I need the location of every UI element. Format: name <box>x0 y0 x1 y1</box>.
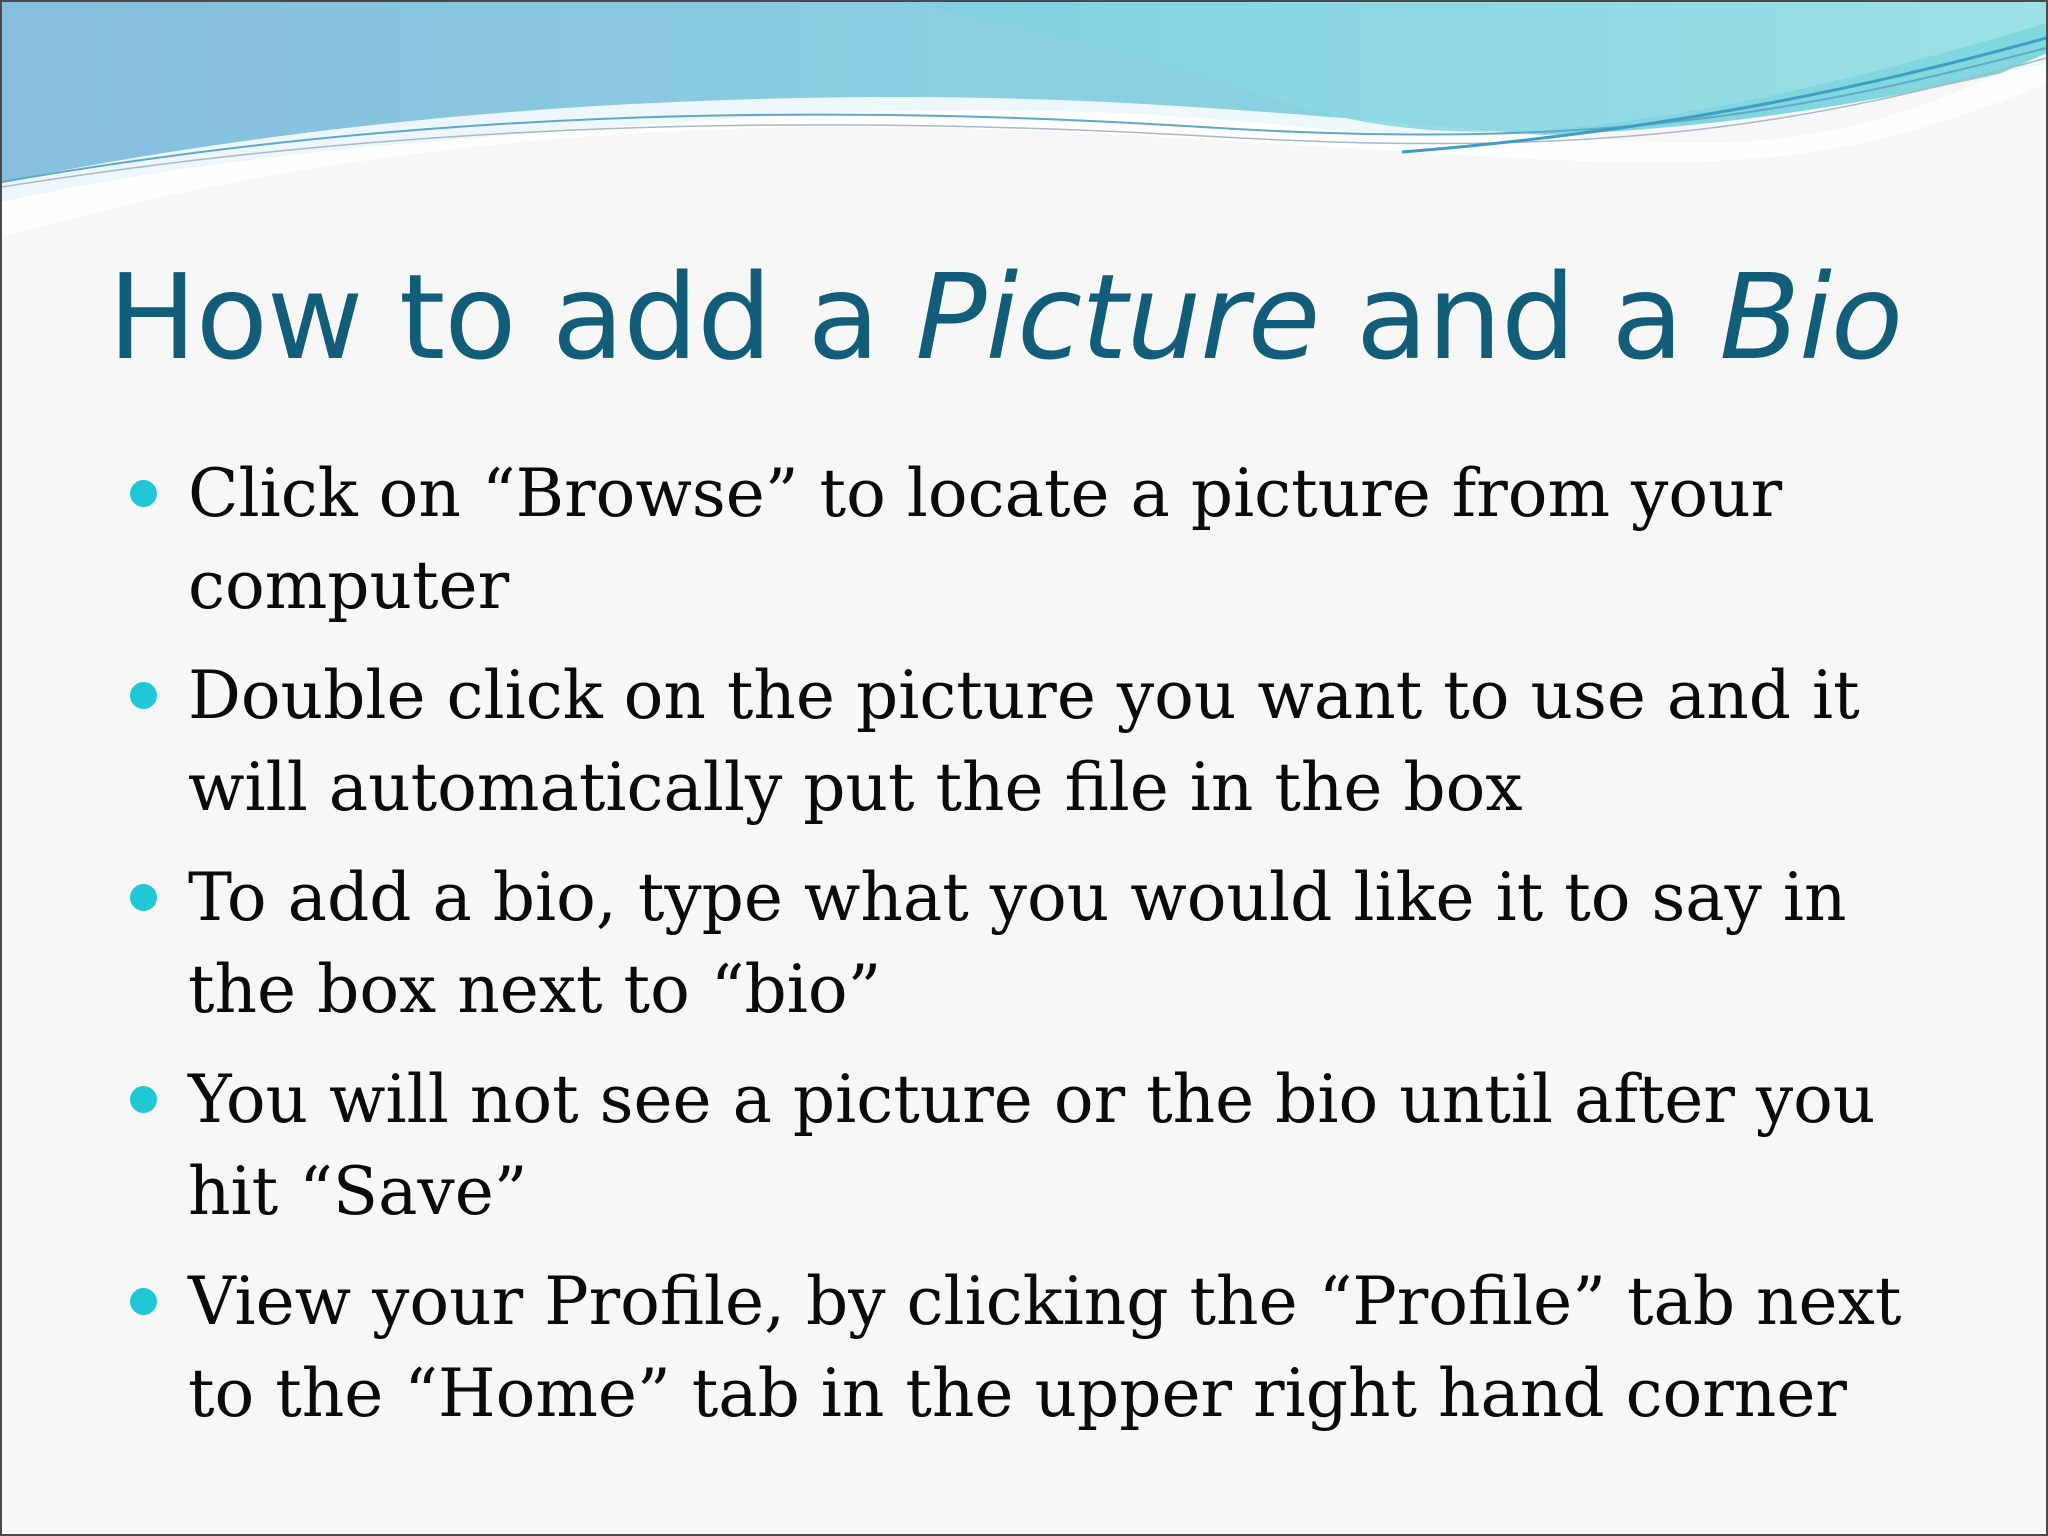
title-part-4: Bio <box>1719 248 1903 386</box>
bullet-item <box>130 650 1960 834</box>
bullet-dot-icon <box>130 1086 157 1113</box>
bullet-text: Click on “Browse” to locate a picture from your computer <box>188 455 1783 624</box>
bullet-item <box>130 448 1960 632</box>
bullet-item <box>130 852 1960 1036</box>
bullet-text: Double click on the picture you want to use and it will automatically put the file in the box <box>188 657 1860 826</box>
bullet-item <box>130 1054 1960 1238</box>
bullet-dot-icon <box>130 884 157 911</box>
title-part-1: How to add a <box>108 248 916 386</box>
bullet-list <box>130 448 1960 1458</box>
bullet-text: To add a bio, type what you would like it to say in the box next to “bio” <box>188 859 1847 1028</box>
bullet-item <box>130 1256 1960 1440</box>
slide-title <box>108 250 1902 386</box>
wave-decoration <box>2 2 2048 242</box>
bullet-dot-icon <box>130 480 157 507</box>
bullet-text: You will not see a picture or the bio until after you hit “Save” <box>188 1061 1876 1230</box>
bullet-dot-icon <box>130 1288 157 1315</box>
bullet-dot-icon <box>130 682 157 709</box>
title-part-2: Picture <box>915 248 1320 386</box>
bullet-text: View your Profile, by clicking the “Profile” tab next to the “Home” tab in the upper right hand corner <box>188 1263 1902 1432</box>
title-part-3: and a <box>1319 248 1720 386</box>
